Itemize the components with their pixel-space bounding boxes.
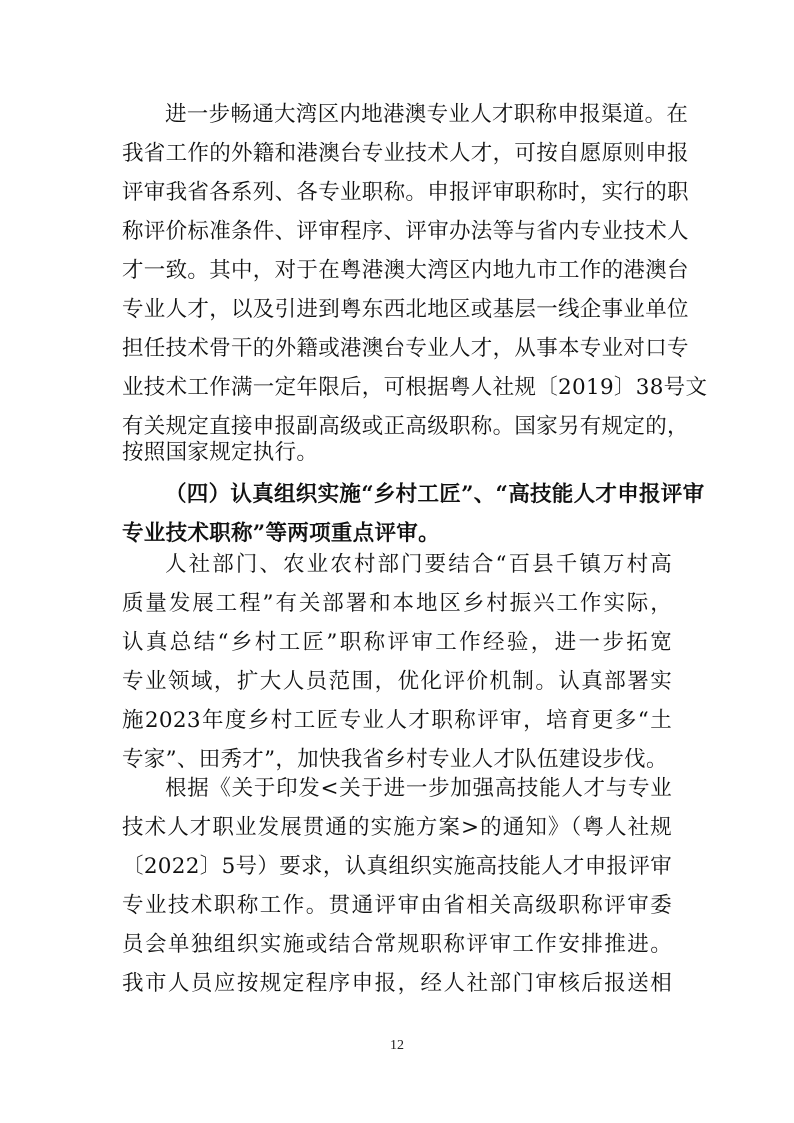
paragraph-line: 专家”、田秀才”，加快我省乡村专业人才队伍建设步伐。 [122, 747, 668, 772]
paragraph-line: 才一致。其中，对于在粤港澳大湾区内地九市工作的港澳台 [122, 258, 689, 283]
paragraph-line: 评审我省各系列、各专业职称。申报评审职称时，实行的职 [122, 180, 689, 205]
paragraph-line: 专业人才，以及引进到粤东西北地区或基层一线企事业单位 [122, 297, 689, 322]
section-heading-line: （四）认真组织实施“乡村工匠”、“高技能人才申报评审 [165, 482, 705, 507]
paragraph-line: 专业技术职称工作。贯通评审由省相关高级职称评审委 [122, 893, 672, 918]
paragraph-line: 施2023年度乡村工匠专业人才职称评审，培育更多“土 [122, 708, 672, 733]
paragraph-line: 认真总结“乡村工匠”职称评审工作经验，进一步拓宽 [122, 630, 672, 655]
paragraph-line: 根据《关于印发<关于进一步加强高技能人才与专业 [165, 776, 672, 801]
paragraph-line: 技术人才职业发展贯通的实施方案>的通知》（粤人社规 [122, 815, 672, 840]
paragraph-line: 业技术工作满一定年限后，可根据粤人社规〔2019〕38号文 [122, 375, 708, 400]
page-number: 12 [390, 1038, 404, 1053]
paragraph-line: 称评价标准条件、评审程序、评审办法等与省内专业技术人 [122, 219, 689, 244]
section-heading-line: 专业技术职称”等两项重点评审。 [122, 521, 440, 546]
paragraph-line: 专业领域，扩大人员范围，优化评价机制。认真部署实 [122, 669, 672, 694]
paragraph-line: 人社部门、农业农村部门要结合“百县千镇万村高 [165, 552, 672, 577]
paragraph-line: 〔2022〕5号）要求，认真组织实施高技能人才申报评审 [122, 854, 672, 879]
paragraph-line: 质量发展工程”有关部署和本地区乡村振兴工作实际， [122, 591, 672, 616]
paragraph-line: 我市人员应按规定程序申报，经人社部门审核后报送相 [122, 971, 672, 996]
paragraph-line: 担任技术骨干的外籍或港澳台专业人才，从事本专业对口专 [122, 336, 689, 361]
paragraph-line: 进一步畅通大湾区内地港澳专业人才职称申报渠道。在 [165, 102, 689, 127]
paragraph-line: 我省工作的外籍和港澳台专业技术人才，可按自愿原则申报 [122, 141, 689, 166]
paragraph-line: 按照国家规定执行。 [122, 440, 319, 465]
paragraph-line: 员会单独组织实施或结合常规职称评审工作安排推进。 [122, 932, 672, 957]
paragraph-line: 有关规定直接申报副高级或正高级职称。国家另有规定的， [122, 414, 689, 439]
